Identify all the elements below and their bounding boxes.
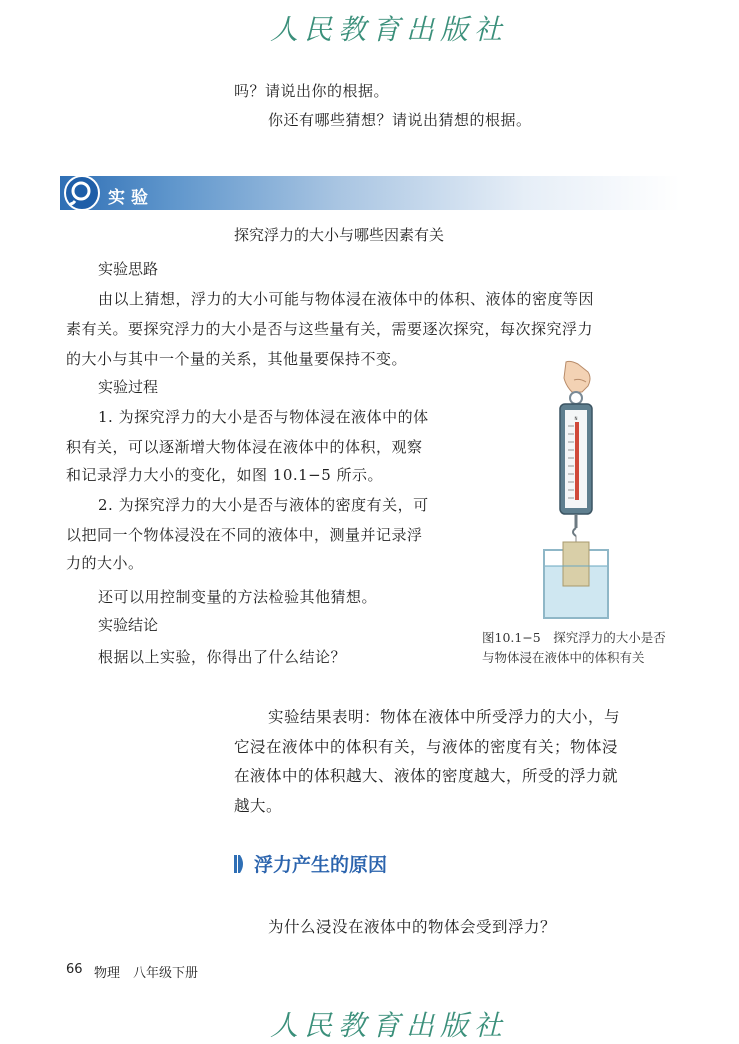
immersed-object: [563, 542, 589, 586]
scale-pointer: [575, 422, 579, 500]
process-line-6: 力的大小。: [66, 554, 144, 572]
idea-heading: 实验思路: [98, 260, 159, 278]
publisher-logo-header: 人民教育出版社: [270, 13, 509, 46]
intro-line-2: 你还有哪些猜想？请说出猜想的根据。: [268, 111, 532, 129]
section-marker-icon: [234, 855, 246, 873]
svg-text:N: N: [574, 416, 578, 421]
conclusion-heading: 实验结论: [98, 616, 159, 634]
idea-line-3: 的大小与其中一个量的关系，其他量要保持不变。: [66, 350, 408, 368]
intro-line-1: 吗？请说出你的根据。: [234, 82, 390, 100]
hand-illustration: [564, 361, 590, 392]
result-line-1: 实验结果表明：物体在液体中所受浮力的大小，与: [268, 708, 621, 726]
book-label: 物理 八年级下册: [94, 966, 199, 981]
process-line-4: 2. 为探究浮力的大小是否与液体的密度有关，可: [98, 496, 429, 514]
process-line-2: 积有关，可以逐渐增大物体浸在液体中的体积，观察: [66, 438, 423, 456]
process-line-5: 以把同一个物体浸没在不同的液体中，测量并记录浮: [66, 526, 423, 544]
page-number: 66: [66, 962, 83, 977]
publisher-logo-footer: 人民教育出版社: [270, 1009, 509, 1042]
result-line-3: 在液体中的体积越大、液体的密度越大，所受的浮力就: [234, 767, 619, 785]
process-line-7: 还可以用控制变量的方法检验其他猜想。: [98, 588, 378, 606]
process-heading: 实验过程: [98, 378, 159, 396]
process-line-3: 和记录浮力大小的变化，如图 10.1−5 所示。: [66, 466, 384, 484]
process-line-1: 1. 为探究浮力的大小是否与物体浸在液体中的体: [98, 408, 429, 426]
result-line-4: 越大。: [234, 797, 283, 815]
section-question: 为什么浸没在液体中的物体会受到浮力？: [268, 918, 557, 936]
spring-scale-figure: [530, 360, 640, 625]
idea-line-1: 由以上猜想，浮力的大小可能与物体浸在液体中的体积、液体的密度等因: [98, 290, 595, 308]
idea-line-2: 素有关。要探究浮力的大小是否与这些量有关，需要逐次探究，每次探究浮力: [66, 320, 594, 338]
figure-caption-line-2: 与物体浸在液体中的体积有关: [482, 650, 645, 665]
experiment-title: 探究浮力的大小与哪些因素有关: [234, 226, 445, 244]
conclusion-line: 根据以上实验，你得出了什么结论？: [98, 648, 347, 666]
section-title: 浮力产生的原因: [254, 854, 388, 876]
experiment-banner-label: 实验: [108, 188, 154, 208]
magnifier-icon: [64, 175, 100, 211]
result-line-2: 它浸在液体中的体积有关，与液体的密度有关；物体浸: [234, 738, 619, 756]
figure-caption-line-1: 图10.1−5 探究浮力的大小是否: [482, 630, 666, 645]
